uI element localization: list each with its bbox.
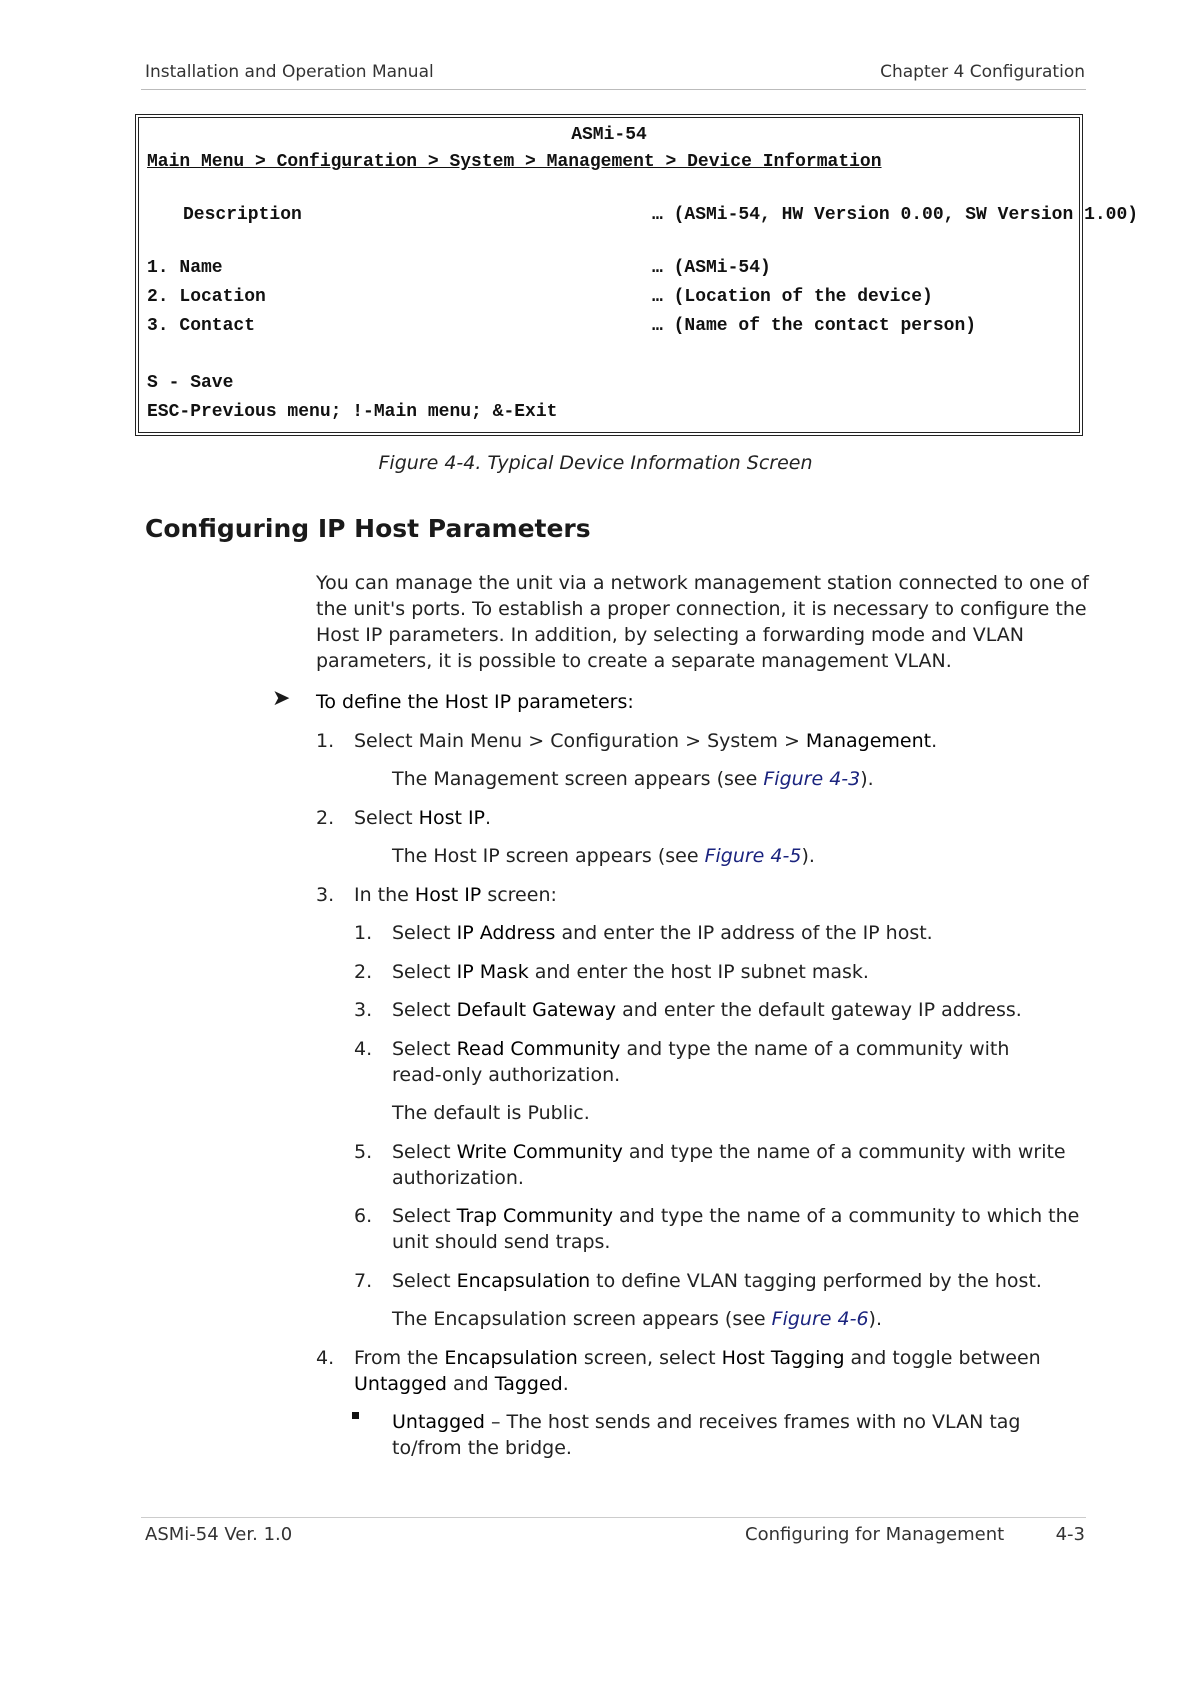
substep-number: 5. — [354, 1141, 373, 1163]
substep-7-text: Select Encapsulation to define VLAN tagging performed by the host. — [392, 1270, 1042, 1292]
step-3-text: In the Host IP screen: — [354, 884, 557, 906]
substep-4-text-line2: read-only authorization. — [392, 1064, 621, 1086]
figure-link[interactable]: Figure 4-3 — [763, 768, 861, 790]
procedure-title: To define the Host IP parameters: — [316, 691, 634, 713]
substep-number: 6. — [354, 1205, 373, 1227]
procedure-arrow-icon: ➤ — [272, 686, 291, 711]
step-2-text: Select Host IP. — [354, 807, 492, 829]
screen-menu-item-location: 2. Location — [147, 287, 266, 307]
section-title: Configuring IP Host Parameters — [145, 514, 591, 543]
screen-breadcrumb: Main Menu > Configuration > System > Management > Device Information — [147, 152, 882, 172]
bullet-untagged-text: Untagged – The host sends and receives frames with no VLAN tag — [392, 1411, 1021, 1433]
step-number: 3. — [316, 884, 335, 906]
step-number: 4. — [316, 1347, 335, 1369]
screen-menu-value-contact: … (Name of the contact person) — [652, 316, 977, 336]
substep-2-text: Select IP Mask and enter the host IP subnet mask. — [392, 961, 869, 983]
footer-left: ASMi-54 Ver. 1.0 — [145, 1524, 293, 1545]
screen-menu-value-name: … (ASMi-54) — [652, 258, 771, 278]
figure-caption: Figure 4-4. Typical Device Information Screen — [378, 452, 813, 474]
screen-description-value: … (ASMi-54, HW Version 0.00, SW Version 1.00) — [652, 205, 1139, 225]
bullet-untagged-text-line2: to/from the bridge. — [392, 1437, 572, 1459]
substep-7-note: The Encapsulation screen appears (see Figure 4-6). — [392, 1308, 882, 1330]
terminal-screen-figure — [135, 114, 1139, 436]
step-4-text-line2: Untagged and Tagged. — [354, 1373, 569, 1395]
step-4-text: From the Encapsulation screen, select Host Tagging and toggle between — [354, 1347, 1041, 1369]
substep-6-text: Select Trap Community and type the name of a community to which the — [392, 1205, 1080, 1227]
screen-save-option: S - Save — [147, 373, 234, 393]
substep-4-text: Select Read Community and type the name of a community with — [392, 1038, 1010, 1060]
screen-title: ASMi-54 — [571, 125, 647, 145]
square-bullet-icon — [352, 1412, 359, 1419]
step-1-note: The Management screen appears (see Figure 4-3). — [392, 768, 874, 790]
substep-number: 1. — [354, 922, 373, 944]
figure-link[interactable]: Figure 4-5 — [704, 845, 802, 867]
substep-number: 4. — [354, 1038, 373, 1060]
screen-description-label: Description — [183, 205, 302, 225]
screen-nav-options: ESC-Previous menu; !-Main menu; &-Exit — [147, 402, 558, 422]
running-header-right: Chapter 4 Configuration — [880, 62, 1085, 82]
step-2-note: The Host IP screen appears (see Figure 4-5). — [392, 845, 815, 867]
footer-center: Configuring for Management — [745, 1524, 1005, 1545]
running-header-left: Installation and Operation Manual — [145, 62, 434, 82]
substep-3-text: Select Default Gateway and enter the default gateway IP address. — [392, 999, 1022, 1021]
substep-4-note: The default is Public. — [392, 1102, 590, 1124]
page-number: 4-3 — [1055, 1524, 1085, 1545]
substep-number: 3. — [354, 999, 373, 1021]
step-1-text: Select Main Menu > Configuration > System > Management. — [354, 730, 938, 752]
substep-number: 2. — [354, 961, 373, 983]
step-number: 2. — [316, 807, 335, 829]
screen-menu-value-location: … (Location of the device) — [652, 287, 933, 307]
substep-5-text-line2: authorization. — [392, 1167, 524, 1189]
substep-5-text: Select Write Community and type the name of a community with write — [392, 1141, 1066, 1163]
screen-menu-item-name: 1. Name — [147, 258, 223, 278]
substep-6-text-line2: unit should send traps. — [392, 1231, 611, 1253]
figure-link[interactable]: Figure 4-6 — [771, 1308, 869, 1330]
intro-paragraph: You can manage the unit via a network management station connected to one of the unit's ports. To establish a proper connection, it is necessary to configure the Host IP parameters. In addition, by selecting a forwarding mode and VLAN parameters, it is possible to create a separate management VLAN. — [316, 572, 1089, 672]
footer-rule — [141, 1517, 1086, 1518]
header-rule — [141, 89, 1086, 90]
substep-1-text: Select IP Address and enter the IP address of the IP host. — [392, 922, 933, 944]
screen-menu-item-contact: 3. Contact — [147, 316, 256, 336]
step-number: 1. — [316, 730, 335, 752]
substep-number: 7. — [354, 1270, 373, 1292]
